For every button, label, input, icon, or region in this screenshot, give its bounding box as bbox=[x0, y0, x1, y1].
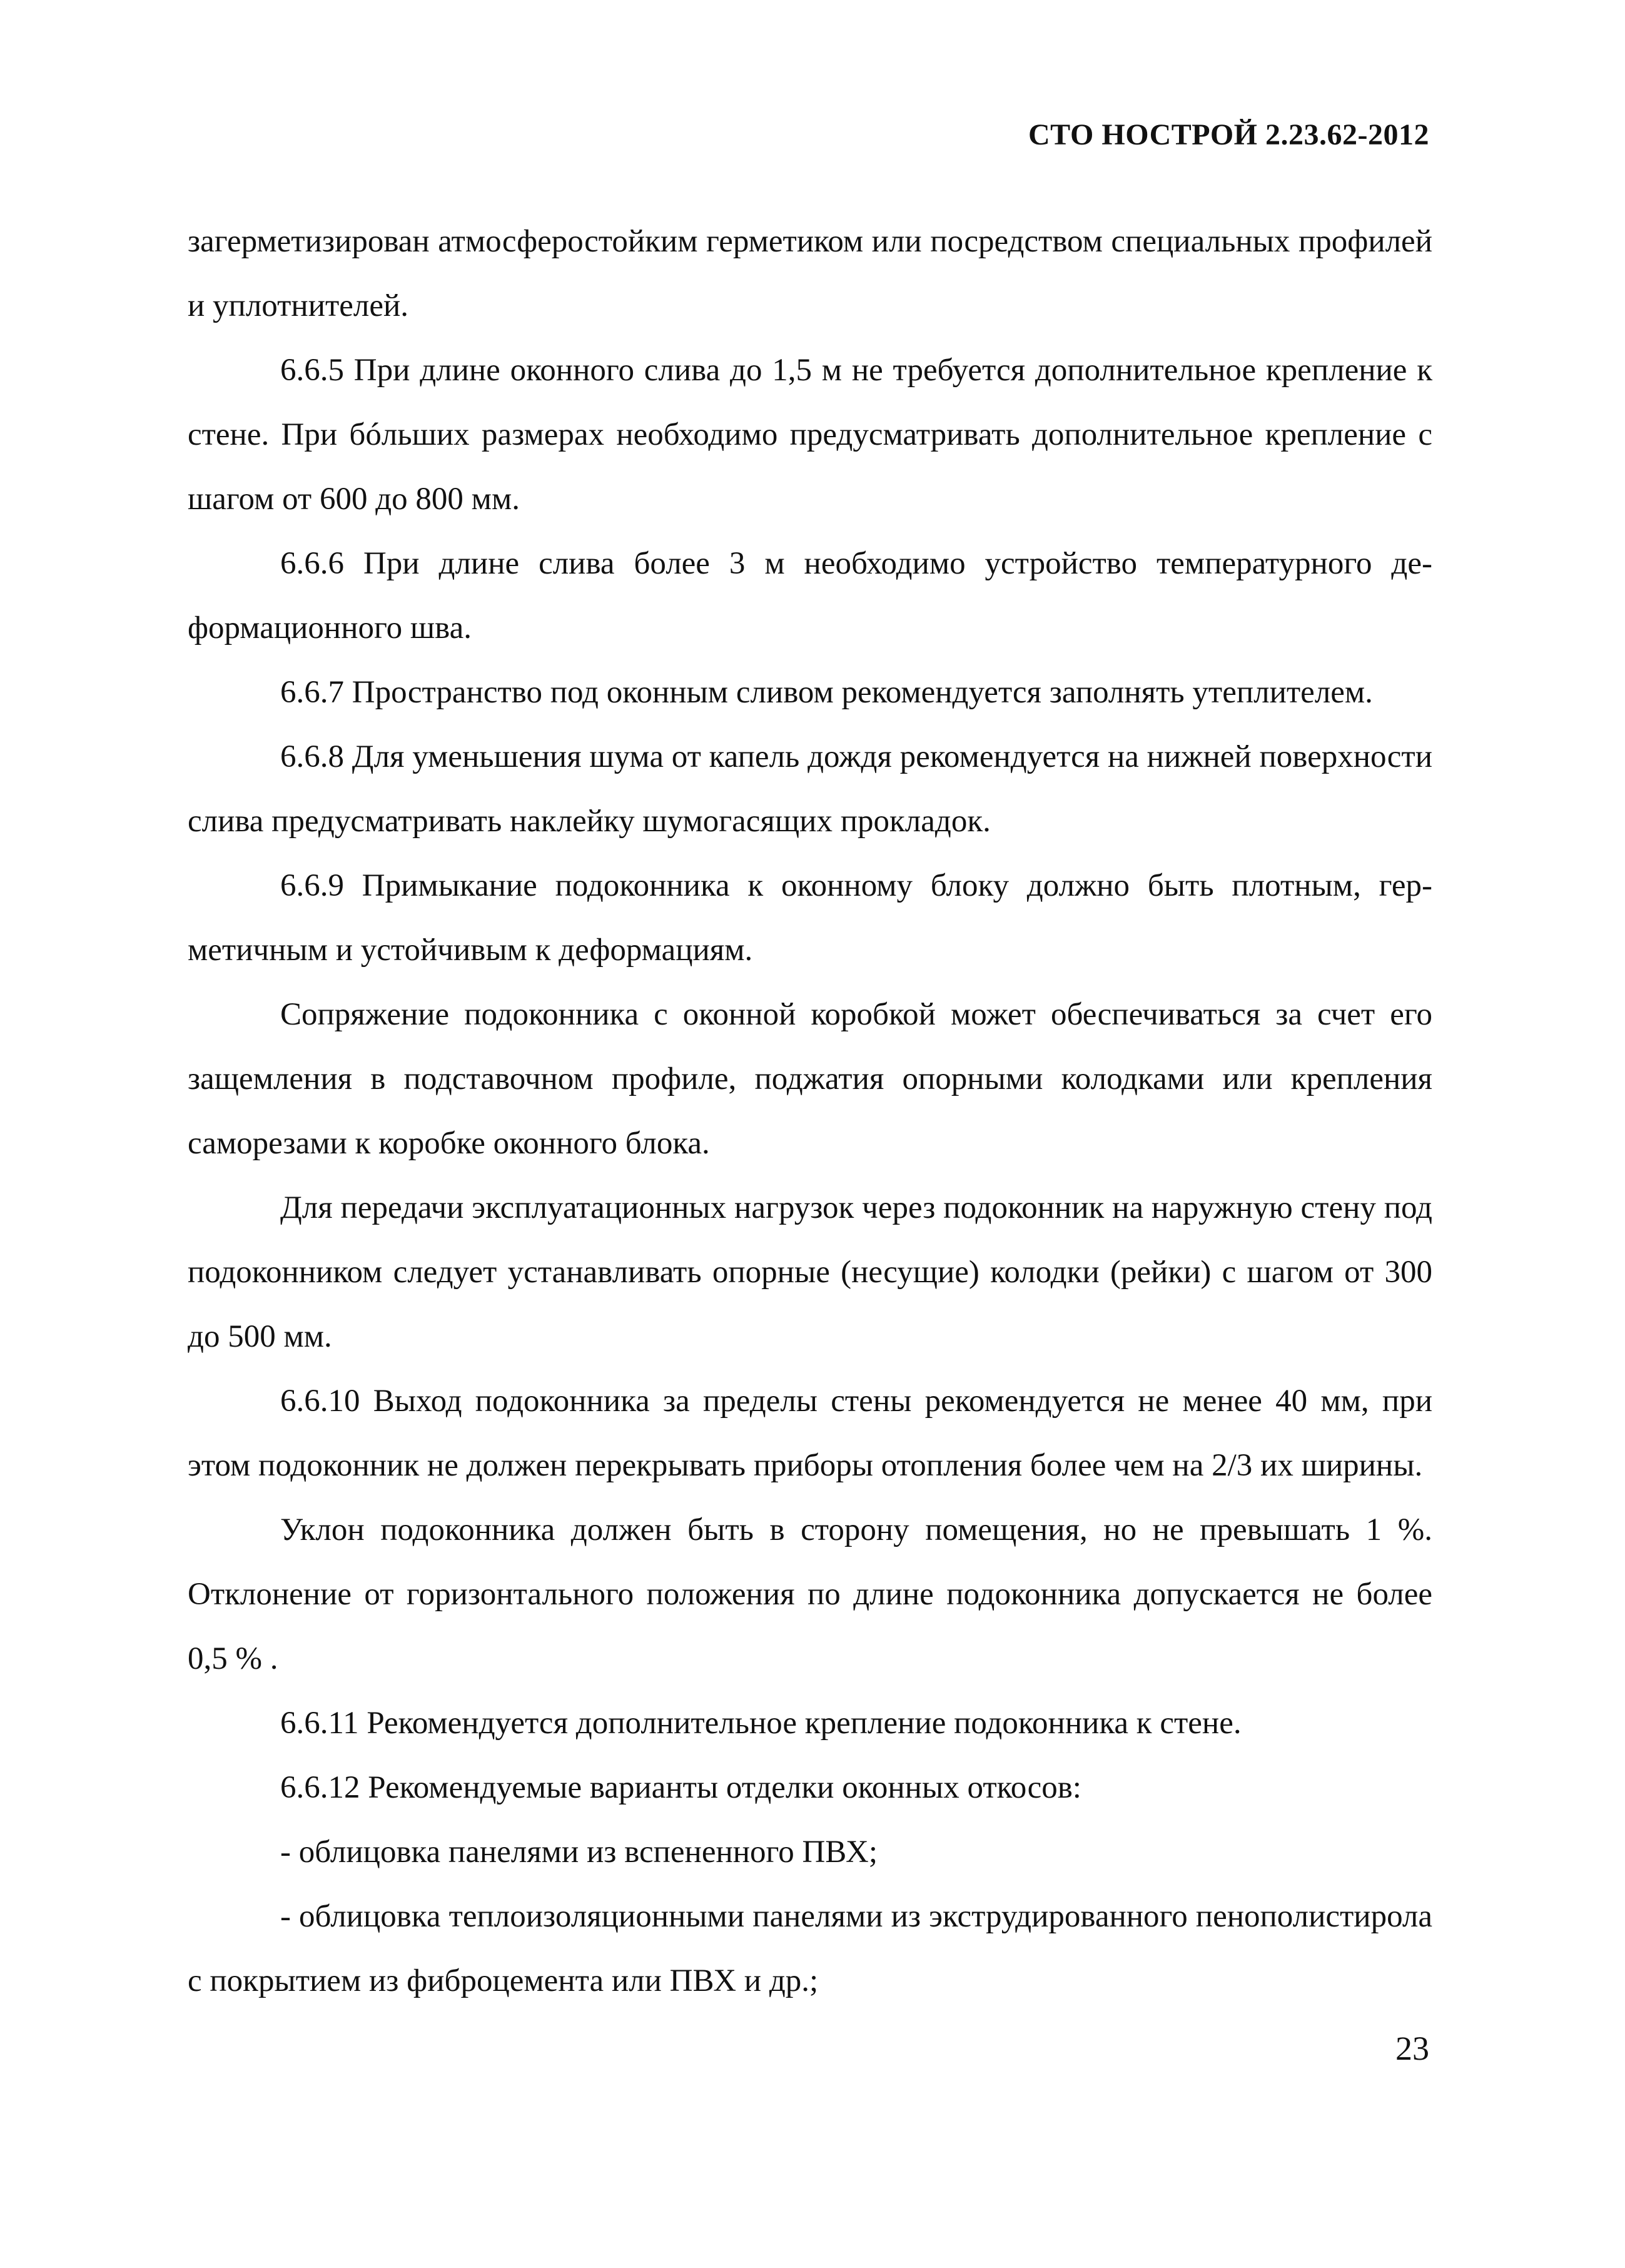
paragraph: 6.6.6 При длине слива более 3 м необходимо устройство температурного деформационного шва. bbox=[188, 546, 1432, 645]
list-item: - облицовка теплоизоляционными панелями из экструдированного пенополистирола с покрытием из фиброцемента или ПВХ и др.; bbox=[188, 1899, 1432, 1998]
paragraph: загерметизирован атмосферостойким герметиком или посредством специальных профилей и уплотнителей. bbox=[188, 224, 1432, 323]
document-body bbox=[188, 210, 1432, 2013]
page-number: 23 bbox=[1395, 2030, 1429, 2067]
list-item: - облицовка панелями из вспененного ПВХ; bbox=[280, 1835, 878, 1870]
paragraph: 6.6.9 Примыкание подоконника к оконному блоку должно быть плотным, герметичным и устойчивым к деформациям. bbox=[188, 868, 1432, 968]
document-header: СТО НОСТРОЙ 2.23.62-2012 bbox=[1028, 118, 1429, 151]
paragraph: 6.6.5 При длине оконного слива до 1,5 м не требуется дополнительное крепление к стене. При бóльших размерах необходимо предусматривать дополнительное крепление с шагом от 600 до 800 мм. bbox=[188, 353, 1432, 517]
paragraph: Уклон подоконника должен быть в сторону помещения, но не превышать 1 %. Отклонение от горизонтального положения по длине подоконника допускается не более 0,5 % . bbox=[188, 1512, 1432, 1676]
paragraph: Для передачи эксплуатационных нагрузок через подоконник на наружную стену под подоконником следует устанавливать опорные (несущие) колодки (рейки) с шагом от 300 до 500 мм. bbox=[188, 1190, 1432, 1354]
paragraph: Сопряжение подоконника с оконной коробкой может обеспечиваться за счет его защемления в подставочном профиле, поджатия опорными колодками или крепления саморезами к коробке оконного блока. bbox=[188, 997, 1432, 1161]
paragraph: 6.6.8 Для уменьшения шума от капель дождя рекомендуется на нижней поверхности слива предусматривать наклейку шумогасящих прокладок. bbox=[188, 739, 1432, 839]
paragraph: 6.6.11 Рекомендуется дополнительное крепление подоконника к стене. bbox=[280, 1706, 1242, 1741]
paragraph: 6.6.7 Пространство под оконным сливом рекомендуется заполнять утеплителем. bbox=[280, 675, 1373, 710]
paragraph: 6.6.12 Рекомендуемые варианты отделки оконных откосов: bbox=[280, 1770, 1081, 1805]
paragraph: 6.6.10 Выход подоконника за пределы стены рекомендуется не менее 40 мм, при этом подоконник не должен перекрывать приборы отопления более чем на 2/3 их ширины. bbox=[188, 1384, 1432, 1483]
